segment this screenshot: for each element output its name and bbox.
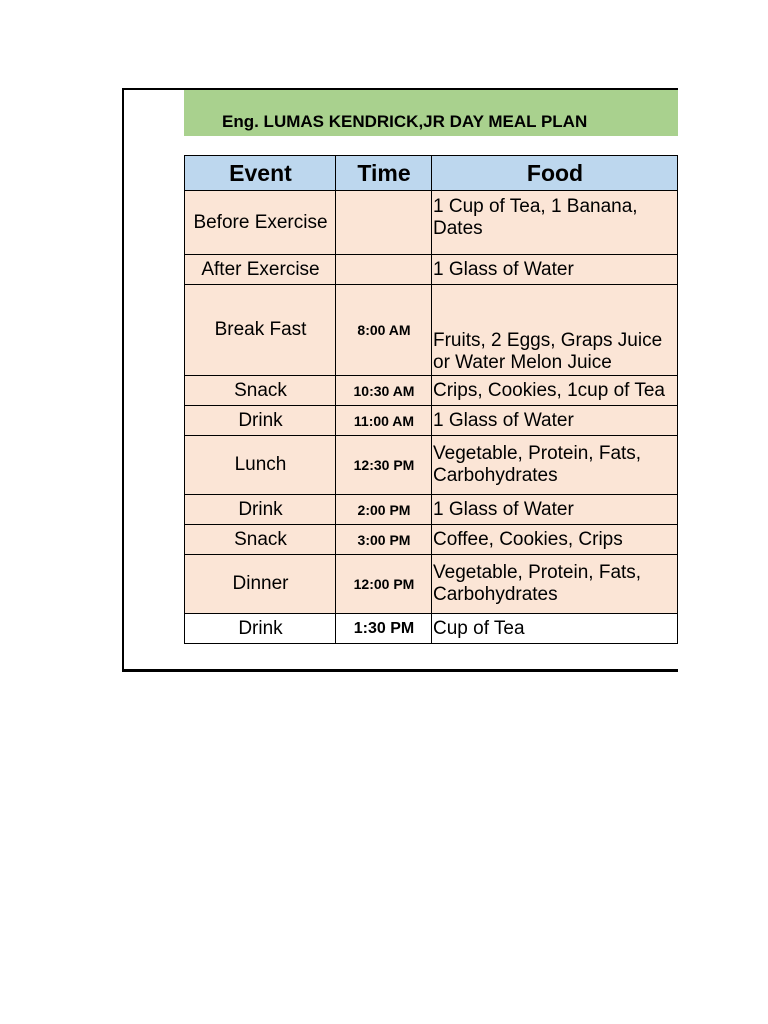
food-cell: 1 Glass of Water xyxy=(432,495,678,525)
table-row xyxy=(185,406,678,436)
time-cell: 1:30 PM xyxy=(336,614,432,644)
food-cell: Vegetable, Protein, Fats, Carbohydrates xyxy=(432,436,678,495)
page-title: Eng. LUMAS KENDRICK,JR DAY MEAL PLAN xyxy=(222,112,588,131)
food-cell: Crips, Cookies, 1cup of Tea xyxy=(432,376,678,406)
food-cell: Fruits, 2 Eggs, Graps Juice or Water Melon Juice xyxy=(432,285,678,376)
food-cell: Cup of Tea xyxy=(432,614,678,644)
time-cell: 12:30 PM xyxy=(336,436,432,495)
table-row xyxy=(185,285,678,376)
food-cell: Vegetable, Protein, Fats, Carbohydrates xyxy=(432,555,678,614)
event-cell: After Exercise xyxy=(185,255,336,285)
food-cell: 1 Glass of Water xyxy=(432,406,678,436)
header-time: Time xyxy=(336,156,432,191)
header-food: Food xyxy=(432,156,678,191)
time-cell xyxy=(336,255,432,285)
table-row xyxy=(185,525,678,555)
time-cell: 11:00 AM xyxy=(336,406,432,436)
food-cell: Coffee, Cookies, Crips xyxy=(432,525,678,555)
header-event: Event xyxy=(185,156,336,191)
table-row xyxy=(185,191,678,255)
table-row xyxy=(185,255,678,285)
food-cell: 1 Cup of Tea, 1 Banana, Dates xyxy=(432,191,678,255)
time-cell: 2:00 PM xyxy=(336,495,432,525)
time-cell: 8:00 AM xyxy=(336,285,432,376)
event-cell: Before Exercise xyxy=(185,191,336,255)
meal-plan-table xyxy=(184,155,678,644)
time-cell: 3:00 PM xyxy=(336,525,432,555)
table-row xyxy=(185,495,678,525)
table-row xyxy=(185,436,678,495)
table-row xyxy=(185,376,678,406)
event-cell: Drink xyxy=(185,406,336,436)
table-header-row xyxy=(185,156,678,191)
event-cell: Drink xyxy=(185,614,336,644)
time-cell: 10:30 AM xyxy=(336,376,432,406)
time-cell xyxy=(336,191,432,255)
title-bar xyxy=(184,90,678,136)
food-cell: 1 Glass of Water xyxy=(432,255,678,285)
table-row xyxy=(185,555,678,614)
time-cell: 12:00 PM xyxy=(336,555,432,614)
event-cell: Break Fast xyxy=(185,285,336,376)
event-cell: Lunch xyxy=(185,436,336,495)
event-cell: Snack xyxy=(185,525,336,555)
event-cell: Dinner xyxy=(185,555,336,614)
event-cell: Snack xyxy=(185,376,336,406)
table-row xyxy=(185,614,678,644)
event-cell: Drink xyxy=(185,495,336,525)
